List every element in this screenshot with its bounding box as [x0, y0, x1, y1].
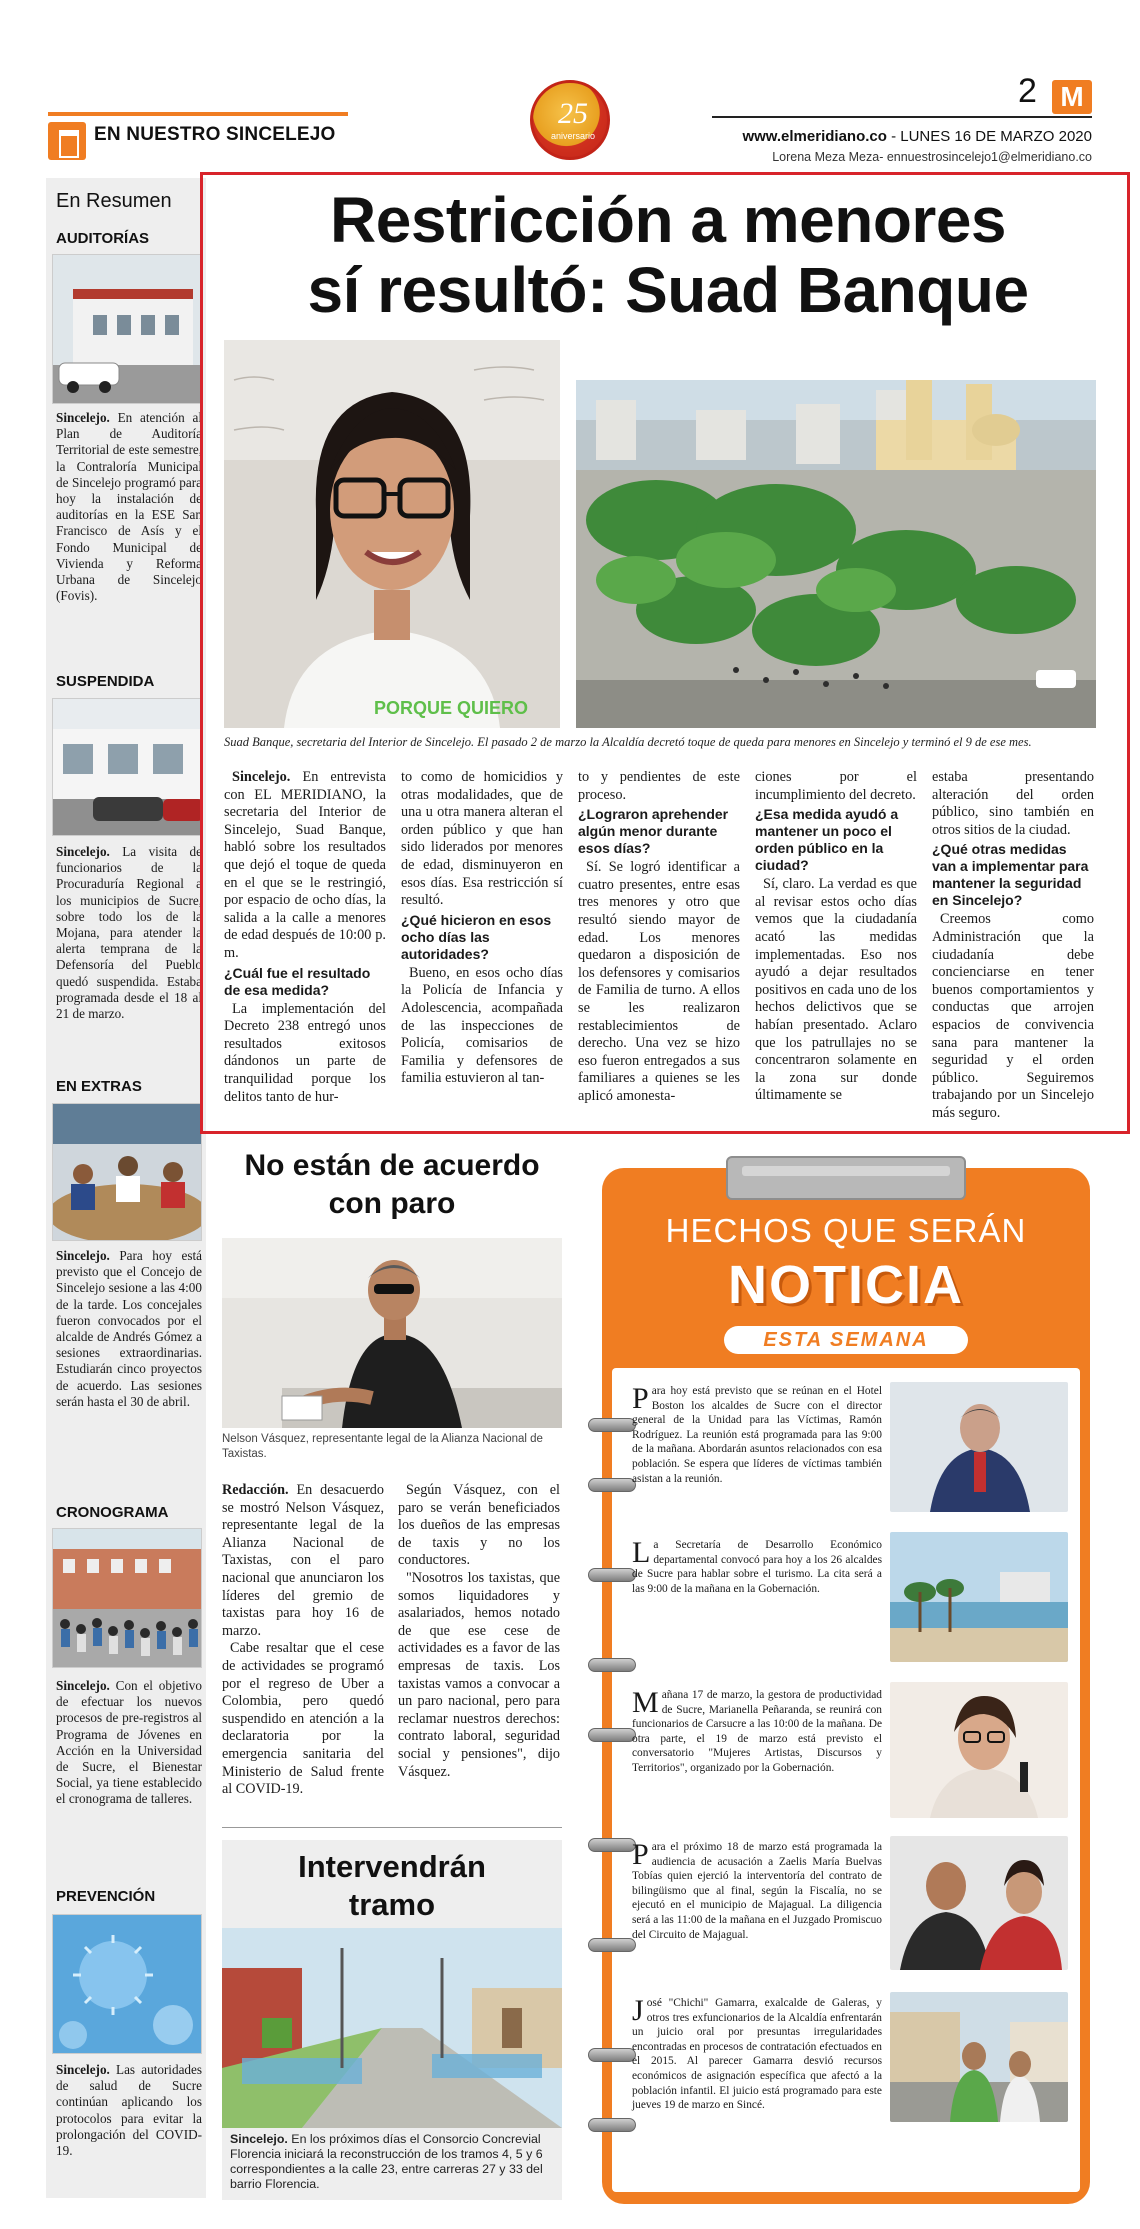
- sidebar-body: La visita de funcionarios de la Procuraduría Regional a los municipios de Sucre, sobre todo los de la Mojana, para atender la alerta temprana de la Defensoría del Pueblo quedó suspendida. Estaba programada desde el 18 al 21 de marzo.: [56, 844, 202, 1022]
- sidebar-lead: Sincelejo.: [56, 1678, 110, 1693]
- sidebar-text-en-extras: [56, 1248, 202, 1410]
- sidebar-lead: Sincelejo.: [56, 410, 110, 425]
- main-column-3: [578, 769, 740, 1106]
- city-icon: [48, 122, 86, 160]
- sidebar-en-resumen: [46, 178, 206, 2198]
- sidebar-photo-council: [52, 1103, 202, 1241]
- page-number: 2: [1018, 72, 1037, 110]
- headline-line-1: Restricción a menores: [330, 184, 1006, 256]
- headline-line-2: sí resultó: Suad Banque: [307, 254, 1029, 326]
- article-lead: Redacción.: [222, 1482, 289, 1498]
- hecho-photo-woman: [890, 1682, 1068, 1818]
- paragraph: Creemos como Administración que la ciudadanía debe concienciarse en tener buenos comportamientos y conductas que arrojen espacios de convivencia sana para mantener la seguridad y el orden público. Seguiremos trabajando por un Sincelejo más seguro.: [932, 911, 1094, 1121]
- shirt-text: PORQUE QUIERO: [374, 698, 529, 718]
- interview-question: ¿Esa medida ayudó a mantener un poco el orden público en la ciudad?: [755, 806, 899, 874]
- issue-date: - LUNES 16 DE MARZO 2020: [886, 128, 1092, 145]
- article-lead: Sincelejo.: [232, 769, 291, 785]
- sidebar-photo-building: [52, 254, 202, 404]
- photo-sincelejo-plaza: [576, 380, 1096, 728]
- binder-ring-icon: [588, 1838, 636, 1852]
- paragraph: estaba presentando alteración del orden público, sino también en otros sitios de la ciudad.: [932, 769, 1094, 838]
- section-label: EN NUESTRO SINCELEJO: [94, 124, 336, 145]
- binder-ring-icon: [588, 1478, 636, 1492]
- paro-column-2: [398, 1482, 560, 1781]
- brand-logo: M: [1052, 80, 1092, 114]
- sidebar-photo-crowd: [52, 1528, 202, 1668]
- byline: Lorena Meza Meza- ennuestrosincelejo1@elmeridiano.co: [772, 150, 1092, 164]
- interview-question: ¿Cuál fue el resultado de esa medida?: [224, 964, 371, 998]
- paragraph: La implementación del Decreto 238 entregó unos resultados exitosos dándonos un parte de tranquilidad porque los delitos tanto de hur-: [224, 1000, 386, 1105]
- binder-ring-icon: [588, 1568, 636, 1582]
- paragraph: ciones por el incumplimiento del decreto.: [755, 769, 917, 803]
- hecho-photo-group: [890, 1836, 1068, 1970]
- interview-question: ¿Qué otras medidas van a implementar para mantener la seguridad en Sincelejo?: [932, 841, 1089, 909]
- drop-cap: J: [632, 1994, 644, 2027]
- sidebar-heading-cronograma: CRONOGRAMA: [56, 1504, 169, 1521]
- binder-ring-icon: [588, 2048, 636, 2062]
- sidebar-body: Con el objetivo de efectuar los nuevos procesos de pre-registros al Programa de Jóvenes en Acción en la Universidad de Sucre, el Bienestar Social, ya tiene establecido el cronograma de talleres.: [56, 1678, 202, 1807]
- paragraph: Según Vásquez, con el paro se verán beneficiados los dueños de las empresas de taxis y no los conductores.: [398, 1482, 560, 1569]
- drop-cap: P: [632, 1382, 649, 1415]
- paro-column-1: [222, 1482, 384, 1799]
- main-column-4: [755, 769, 917, 1105]
- page-header: [0, 0, 1140, 170]
- tramo-headline: Intervendrán tramo: [298, 1849, 486, 1922]
- header-rule: [712, 116, 1092, 118]
- interview-question: ¿Qué hicieron en esos ocho días las autoridades?: [401, 911, 552, 962]
- sidebar-heading-auditorias: AUDITORÍAS: [56, 230, 150, 247]
- paragraph: to y pendientes de este proceso.: [578, 769, 740, 803]
- sidebar-text-cronograma: [56, 1678, 202, 1808]
- binder-ring-icon: [588, 2118, 636, 2132]
- sidebar-photo-virus: [52, 1914, 202, 2054]
- sidebar-text-prevencion: [56, 2062, 202, 2159]
- hecho-text: ara hoy está previsto que se reúnan en el Hotel Boston los alcaldes de Sucre con el director general de la Unidad para las Víctimas, Ramón Rodríguez. La reunión está programada para las 9:00 de la mañana. Abordarán asuntos relacionados con esa población. Se espera que líderes de víctimas también asistan a la reunión.: [632, 1385, 882, 1485]
- paragraph: En entrevista con EL MERIDIANO, la secretaria del Interior de Sincelejo, Suad Banque, habló sobre los resultados que dejó el toque de queda en el que se le restringió, por espacio de ocho días, la salida a la calle a menores de edad después de 10:00 p. m.: [224, 769, 386, 961]
- sidebar-lead: Sincelejo.: [56, 1248, 110, 1263]
- paragraph: En desacuerdo se mostró Nelson Vásquez, representante legal de la Alianza Nacional de Taxistas, con el paro nacional que anunciaron los líderes del gremio de taxistas para hoy 16 de marzo.: [222, 1482, 384, 1639]
- interview-question: ¿Lograron aprehender algún menor durante esos días?: [578, 806, 729, 857]
- sidebar-body: Las autoridades de salud de Sucre continúan aplicando los protocolos para evitar la prolongación del COVID-19.: [56, 2062, 202, 2159]
- clipboard-clip: [726, 1156, 966, 1200]
- paro-headline: No están de acuerdo con paro: [244, 1149, 540, 1220]
- sidebar-lead: Sincelejo.: [56, 844, 110, 859]
- paragraph: Bueno, en esos ocho días la Policía de Infancia y Adolescencia, acompañada de las inspecciones de Policía, comisarios de Familia y defensores de familia estuvieron al tan-: [401, 964, 563, 1087]
- sidebar-text-suspendida: [56, 844, 202, 1022]
- dateline: [742, 128, 1092, 145]
- photo-suad-banque: [224, 340, 560, 728]
- sidebar-body: Para hoy está previsto que el Concejo de Sincelejo sesione a las 4:00 de la tarde. Los concejales fueron convocados por el alcalde de Andrés Gómez a sesiones extraordinarias. Estudiarán cinco proyectos de acuerdo. Las sesiones serán hasta el 30 de abril.: [56, 1248, 202, 1409]
- hecho-text: a Secretaría de Desarrollo Económico departamental convocó para hoy a los 26 alcaldes de Sucre para hablar sobre el turismo. La cita será a las 9:00 de la mañana en la Gobernación.: [632, 1539, 882, 1595]
- hechos-title-line-1: HECHOS QUE SERÁN: [665, 1212, 1027, 1249]
- hechos-title-line-3: ESTA SEMANA: [724, 1326, 968, 1354]
- photo-street-works: [222, 1928, 562, 2128]
- main-column-5: [932, 769, 1094, 1123]
- drop-cap: M: [632, 1686, 659, 1719]
- hecho-photo-speaker: [890, 1382, 1068, 1512]
- hecho-item: [632, 1840, 882, 1942]
- paragraph: to como de homicidios y otras modalidades, que de una u otra manera alteran el orden público y que han sido liderados por menores de edad, disminuyeron en esos días. Esa restricción sí resultó.: [401, 769, 563, 909]
- main-column-2: [401, 769, 563, 1088]
- main-story: [200, 172, 1130, 1134]
- hecho-item: [632, 1538, 882, 1596]
- hecho-photo-coast: [890, 1532, 1068, 1662]
- divider: [222, 1827, 562, 1828]
- drop-cap: P: [632, 1838, 649, 1871]
- sidebar-lead: Sincelejo.: [56, 2062, 110, 2077]
- anniversary-number: 25: [558, 97, 588, 130]
- sidebar-photo-office: [52, 698, 202, 836]
- site-url[interactable]: www.elmeridiano.co: [742, 128, 887, 145]
- hecho-item: [632, 1688, 882, 1776]
- main-headline: [223, 185, 1113, 325]
- sidebar-heading-en-extras: EN EXTRAS: [56, 1078, 142, 1095]
- paragraph: Sí, claro. La verdad es que al revisar estos ocho días vemos que la ciudadanía acató las medidas implementadas. Eso nos ayudó a dejar resultados positivos en cada uno de los hechos delictivos que se habían presentado. Aclaro que los patrullajes no se concentraron solamente en la zona sur donde últimamente se: [755, 876, 917, 1104]
- main-photo-caption: Suad Banque, secretaria del Interior de Sincelejo. El pasado 2 de marzo la Alcaldía decretó toque de queda para menores en Sincelejo y terminó el 9 de ese mes.: [224, 735, 1032, 749]
- hechos-title-line-2: NOTICIA: [728, 1255, 964, 1315]
- hecho-text: ara el próximo 18 de marzo está programada la audiencia de acusación a Zaelis María Buelvas Tobías quien ejerció la interventoría del contrato de bilingüismo que al final, según la Fiscalía, no se ejecutó en el municipio de Majagual. La diligencia será a las 11:00 de la mañana en el Juzgado Promiscuo del Circuito de Majagual.: [632, 1841, 882, 1941]
- sidebar-text-auditorias: [56, 410, 202, 604]
- hechos-notebook: [602, 1168, 1090, 2204]
- sidebar-body: En atención al Plan de Auditoría Territorial de este semestre, la Contraloría Municipal de Sincelejo programó para hoy la instalación de auditorías en la ESE San Francisco de Asís y el Fondo Municipal de Vivienda y Reforma Urbana de Sincelejo (Fovis).: [56, 410, 202, 604]
- binder-ring-icon: [588, 1418, 636, 1432]
- drop-cap: L: [632, 1536, 651, 1569]
- article-lead: Sincelejo.: [230, 2132, 288, 2146]
- main-column-1: [224, 769, 386, 1106]
- hecho-item: [632, 1384, 882, 1486]
- binder-ring-icon: [588, 1728, 636, 1742]
- tramo-text: [230, 2132, 556, 2192]
- paragraph: "Nosotros los taxistas, que somos liquidadores y asalariados, hemos notado de que ese cese de actividades es a favor de las empresas de taxis. Los taxistas vamos a convocar a un paro nacional, pero para reclamar nuestros derechos: contrato laboral, seguridad social y pensiones", dijo Vásquez.: [398, 1569, 560, 1780]
- binder-ring-icon: [588, 1938, 636, 1952]
- notebook-page: [612, 1368, 1080, 2192]
- anniversary-logo: [530, 80, 610, 160]
- hecho-item: [632, 1996, 882, 2113]
- hecho-text: osé "Chichi" Gamarra, exalcalde de Galeras, y otros tres exfuncionarios de la Alcaldía enfrentarán un juicio oral por presuntas irregularidades encontradas en procesos de contratación efectuados en el 2015. Al parecer Gamarra desvió recursos económicos de asignación específica que afectó a la población infantil. El juicio está programado para este jueves 19 de marzo en Sincé.: [632, 1997, 882, 2112]
- hecho-text: añana 17 de marzo, la gestora de productividad de Sucre, Marianella Peñaranda, se reunirá con funcionarios de Carsucre a las 10:00 de la mañana. De otra parte, el 19 de marzo está previsto el conversatorio "Mujeres Artistas, Discursos y Territorios", organizado por la Gobernación.: [632, 1689, 882, 1774]
- paragraph: Sí. Se logró identificar a cuatro presentes, entre esas tres menores y otro que resultó siendo mayor de edad. Los menores quedaron a disposición de los defensores y comisarios de Familia de turno. A ellos se les realizaron restablecimientos de derecho. Una vez se hizo eso fueron entregados a sus familiares a quienes se les aplicó amonesta-: [578, 859, 740, 1104]
- paro-photo-caption: Nelson Vásquez, representante legal de la Alianza Nacional de Taxistas.: [222, 1433, 543, 1460]
- tramo-story: [222, 1840, 562, 2200]
- hecho-photo-street: [890, 1992, 1068, 2122]
- anniversary-text: aniversario: [550, 131, 596, 141]
- paragraph: Cabe resaltar que el cese de actividades se programó por el regreso de Uber a Colombia, pero quedó suspendido en atención a la declaratoria por la emergencia sanitaria del Ministerio de Salud frente al COVID-19.: [222, 1640, 384, 1798]
- paragraph: En los próximos días el Consorcio Concrevial Florencia iniciará la reconstrucción de los tramos 4, 5 y 6 correspondientes a la calle 23, entre carreras 27 y 33 del barrio Florencia.: [230, 2132, 543, 2191]
- sidebar-heading-suspendida: SUSPENDIDA: [56, 673, 155, 690]
- sidebar-heading-prevencion: PREVENCIÓN: [56, 1888, 156, 1905]
- section-rule: [48, 112, 348, 116]
- sidebar-title: En Resumen: [56, 190, 172, 212]
- binder-ring-icon: [588, 1658, 636, 1672]
- photo-nelson-vasquez: [222, 1238, 562, 1428]
